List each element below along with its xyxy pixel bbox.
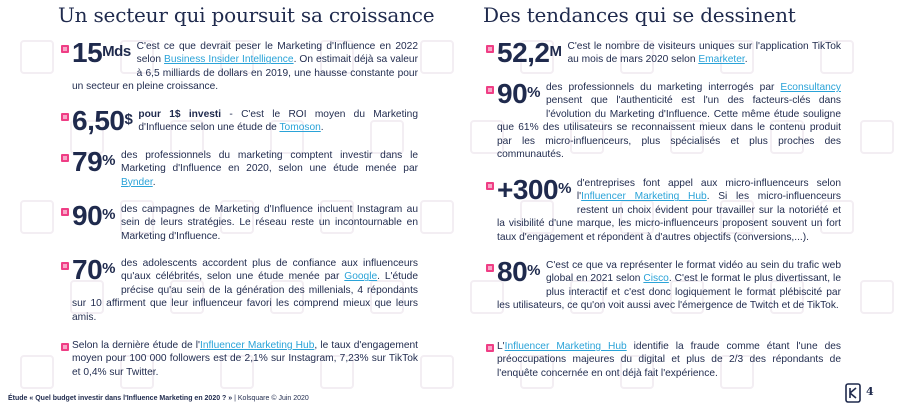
footer-credit: | Kolsquare © Juin 2020 [232,395,309,402]
source-link[interactable]: Cisco [643,273,669,285]
stat-block: Selon la dernière étude de l'Influencer Marketing Hub, le taux d'engagement moyen pour 100 000 followers est de 2,1% sur Instagram, 7,23% sur TikTok et 0,4% sur Twitter. [58,339,418,379]
bullet-icon [486,86,494,94]
stat-value: 79% [72,146,115,177]
bullet-icon [61,262,69,270]
stat-block: 6,50$ pour 1$ investi - C'est le ROI moyen du Marketing d'Influence selon une étude de Tomoson. [58,108,418,135]
footer-study-title: Étude « Quel budget investir dans l'Influence Marketing en 2020 ? » [8,395,233,402]
page-number: 4 [866,385,874,398]
stat-block: 90% des professionnels du marketing interrogés par Econsultancy pensent que l'authenticité est l'un des facteurs-clés dans l'évolution du Marketing d'Influence. Cette même étude souligne que 61% des utilisateurs se reconnaissent mieux dans le contenu produit par les micro-influenceurs, plus spécialisés et plus proches des communautés. [483,81,841,161]
stat-value: $52,2^M$ [497,37,562,68]
stat-value: 6,50$ [72,105,133,136]
bullet-icon [61,208,69,216]
stat-value: $15^{Mds}$ [72,37,131,68]
stat-block: +300% d'entreprises font appel aux micro-influenceurs selon l'Influencer Marketing Hub. Si les micro-influenceurs restent un choix évident pour travailler sur la notoriété et la visibilité d'une marque, les micro-influenceurs proposent souvent un fort taux d'engagement et répondent à d'autres objectifs (conversions,...). [483,177,841,244]
source-link[interactable]: Econsultancy [780,82,841,93]
bullet-icon [486,45,494,53]
left-column-title: Un secteur qui poursuit sa croissance [58,3,435,27]
stat-block: 79% des professionnels du marketing comptent investir dans le Marketing d'Influence en 2020, selon une étude menée par Bynder. [58,149,418,189]
source-link[interactable]: Emarketer [698,54,745,66]
bullet-icon [61,154,69,162]
stat-value: 90% [72,200,115,231]
stat-block: 70% des adolescents accordent plus de confiance aux influenceurs qu'aux célébrités, selon une étude menée par Google. L'étude précise qu'au sein de la génération des millenials, 4 répondants sur 10 affirment que leur influenceur favori les comprend mieux que leurs amis. [58,257,418,324]
bullet-icon [61,343,69,351]
stat-value: +300% [497,174,571,205]
stat-block: $52,2^M$ C'est le nombre de visiteurs uniques sur l'application TikTok au mois de mars 2020 selon Emarketer. [483,40,841,67]
source-link[interactable]: Influencer Marketing Hub [504,341,627,352]
stat-block: $15^{Mds}$ C'est ce que devrait peser le Marketing d'Influence en 2022 selon Business Insider Intelligence. On estimait déjà sa valeur à 6,5 milliards de dollars en 2019, une hausse constante pour un secteur en pleine croissance. [58,40,418,94]
source-link[interactable]: Google [344,271,378,283]
stat-value: 70% [72,254,115,285]
stat-value: 90% [497,78,540,109]
bullet-icon [486,344,494,352]
source-link[interactable]: Influencer Marketing Hub [581,191,707,203]
right-column-title: Des tendances qui se dessinent [483,3,796,27]
source-link[interactable]: Bynder [121,176,153,188]
source-link[interactable]: Business Insider Intelligence [164,54,294,66]
bullet-icon [61,113,69,121]
stat-value: 80% [497,256,540,287]
source-link[interactable]: Tomoson [279,122,321,134]
bullet-icon [486,264,494,272]
bullet-icon [486,182,494,190]
kolsquare-logo-icon [845,383,861,403]
footer [8,395,309,402]
source-link[interactable]: Influencer Marketing Hub [199,340,315,351]
stat-block: L'Influencer Marketing Hub identifie la fraude comme étant l'une des préoccupations majeures du digital et plus de 2/3 des répondants de l'enquête concernée en ont déjà fait l'expérience. [483,340,841,380]
stat-block: 80% C'est ce que va représenter le format vidéo au sein du trafic web global en 2021 selon Cisco. C'est le format le plus divertissant, le plus interactif et c'est donc logiquement le format plébiscité par les utilisateurs, ce qu'on voit aussi avec l'émergence de Twitch et de TikTok. [483,259,841,313]
bullet-icon [61,45,69,53]
stat-block: 90% des campagnes de Marketing d'Influence incluent Instagram au sein de leurs stratégies. Le réseau reste un incontournable en Marketing d'Influence. [58,203,418,243]
